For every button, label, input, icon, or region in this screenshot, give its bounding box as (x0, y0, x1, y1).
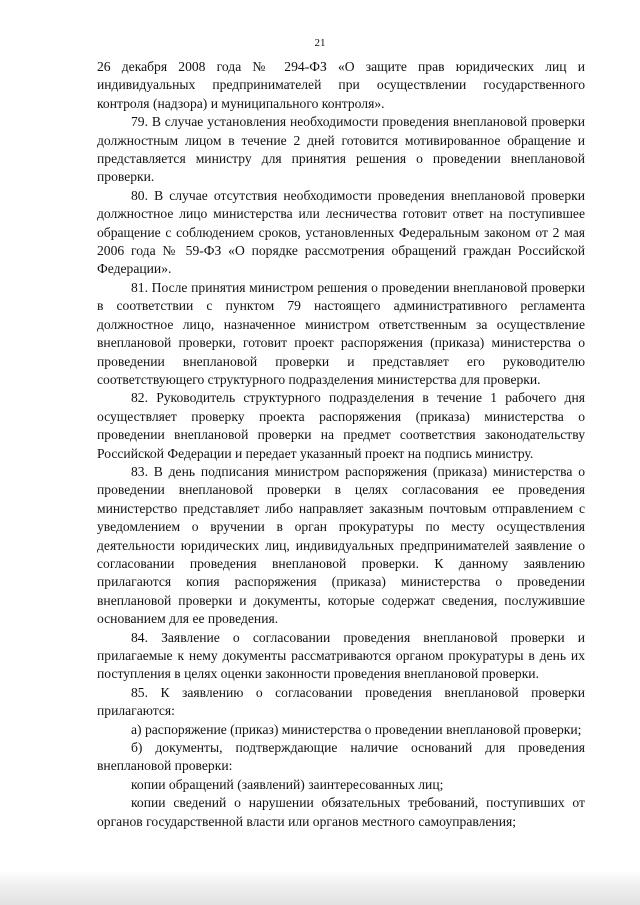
paragraph-81: 81. После принятия министром решения о проведении внеплановой проверки в соответствии с пунктом 79 настоящего административного регламента должностное лицо, назначенное министром ответственным за осуществление внеплановой проверки, готовит проект распоряжения (приказа) министерства о проведении внеплановой проверки и представляет его руководителю соответствующего структурного подразделения министерства для проверки. (97, 279, 585, 387)
list-item-b: б) документы, подтверждающие наличие оснований для проведения внеплановой проверки: (97, 740, 585, 774)
paragraph-79: 79. В случае установления необходимости проведения внеплановой проверки должностным лицом в течение 2 дней готовится мотивированное обращение и представляется министру для принятия решения о проведении внеплановой проверки. (97, 114, 585, 185)
page-number: 21 (314, 37, 326, 49)
list-item-a: а) распоряжение (приказ) министерства о проведении внеплановой проверки; (131, 721, 582, 737)
sub-item-appeals: копии обращений (заявлений) заинтересованных лиц; (131, 776, 444, 792)
paragraph-82: 82. Руководитель структурного подразделения в течение 1 рабочего дня осуществляет проверку проекта распоряжения (приказа) министерства о проведении внеплановой проверки на предмет соответствия законодательству Российской Федерации и передает указанный проект на подпись министру. (97, 390, 585, 461)
document-body (97, 58, 585, 831)
sub-item-violations: копии сведений о нарушении обязательных требований, поступивших от органов государственной власти или органов местного самоуправления; (97, 795, 585, 829)
paragraph-84: 84. Заявление о согласовании проведения внеплановой проверки и прилагаемые к нему документы рассматриваются органом прокуратуры в день их поступления в целях оценки законности проведения внеплановой проверки. (97, 629, 585, 682)
scan-bottom-edge (0, 871, 640, 905)
paragraph-continuation: 26 декабря 2008 года № 294-ФЗ «О защите прав юридических лиц и индивидуальных предпринимателей при осуществлении государственного контроля (надзора) и муниципального контроля». (97, 59, 585, 111)
paragraph-80: 80. В случае отсутствия необходимости проведения внеплановой проверки должностное лицо министерства или лесничества готовит ответ на поступившее обращение с соблюдением сроков, установленных Федеральным законом от 2 мая 2006 года № 59-ФЗ «О порядке рассмотрения обращений граждан Российской Федерации». (97, 187, 585, 277)
paragraph-83: 83. В день подписания министром распоряжения (приказа) министерства о проведении внеплановой проверки в целях согласования ее проведения министерство представляет либо направляет заказным почтовым отправлением с уведомлением о вручении в орган прокуратуры по месту осуществления деятельности юридических лиц, индивидуальных предпринимателей заявление о согласовании проведения внеплановой проверки. К данному заявлению прилагаются копия распоряжения (приказа) министерства о проведении внеплановой проверки и документы, которые содержат сведения, послужившие основанием для ее проведения. (97, 463, 585, 627)
paragraph-85: 85. К заявлению о согласовании проведения внеплановой проверки прилагаются: (97, 684, 585, 719)
